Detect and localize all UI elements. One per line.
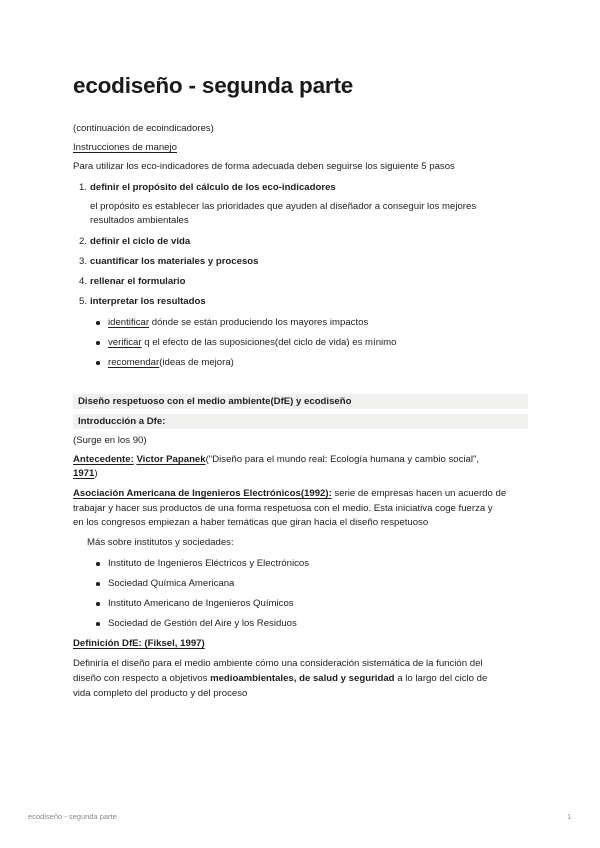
asociacion-line3: en los congresos empiezan a haber temáticas que giran hacia el diseño respetuoso [73,517,429,528]
definition-line2 [73,671,487,686]
origin-note: (Surge en los 90) [73,435,147,446]
link-verificar[interactable]: verificar [108,337,142,348]
bullet-icon [96,562,100,566]
step-label: definir el propósito del cálculo de los eco-indicadores [90,182,336,193]
list-item: Sociedad Química Americana [108,578,235,589]
list-item-text: (ideas de mejora) [159,357,234,368]
bullet-icon [96,361,100,365]
list-item: Sociedad de Gestión del Aire y los Residuos [108,618,297,629]
footer-page-number: 1 [567,812,572,821]
continuation-note: (continuación de ecoindicadores) [73,123,214,134]
antecedente-line [73,452,479,467]
definition-emphasis: medioambientales, de salud y seguridad [210,673,395,684]
instructions-text: Para utilizar los eco-indicadores de forma adecuada deben seguirse los siguiente 5 pasos [73,161,455,172]
asociacion-text: serie de empresas hacen un acuerdo de [331,488,507,499]
list-item: Instituto Americano de Ingenieros Químicos [108,598,294,609]
definition-text: a lo largo del ciclo de [394,673,488,684]
instructions-heading: Instrucciones de manejo [73,142,177,153]
list-item [108,335,397,350]
step1-detail-line1: el propósito es establecer las prioridades que ayuden al diseñador a conseguir los mejores [90,201,477,212]
section-heading: Diseño respetuoso con el medio ambiente(DfE) y ecodiseño [73,394,528,409]
step-label: definir el ciclo de vida [90,236,191,247]
bullet-icon [96,321,100,325]
link-recomendar[interactable]: recomendar [108,357,160,368]
definition-text: diseño con respecto a objetivos [73,673,211,684]
step1-detail-line2: resultados ambientales [90,215,189,226]
step-number: 2. [79,236,88,247]
step-number: 1. [79,182,88,193]
bullet-icon [96,602,100,606]
bullet-icon [96,341,100,345]
antecedente-person: Victor Papanek [136,454,206,465]
antecedente-label: Antecedente: [73,454,134,465]
asociacion-label: Asociación Americana de Ingenieros Electrónicos(1992): [73,488,332,499]
step-label: interpretar los resultados [90,296,206,307]
definition-label: Definición DfE: (Fiksel, 1997) [73,638,205,649]
antecedente-book: ("Diseño para el mundo real: Ecología humana y cambio social", [205,454,480,465]
step-label: rellenar el formulario [90,276,186,287]
step-number: 4. [79,276,88,287]
antecedente-year: 1971 [73,468,95,479]
list-item-text: q el efecto de las suposiciones(del ciclo de vida) es mínimo [141,337,397,348]
list-item [108,315,368,330]
definition-line1: Definiría el diseño para el medio ambiente cómo una consideración sistemática de la función del [73,658,483,669]
bullet-icon [96,582,100,586]
list-item: Instituto de Ingenieros Eléctricos y Electrónicos [108,558,310,569]
antecedente-close: ) [94,468,98,479]
institutes-heading: Más sobre institutos y sociedades: [87,537,234,548]
asociacion-line1 [73,486,506,501]
asociacion-line2: trabajar y hacer sus productos de una forma respetuosa con el medio. Esta iniciativa coge fuerza y [73,503,493,514]
link-identificar[interactable]: identificar [108,317,150,328]
page-title: ecodiseño - segunda parte [73,73,354,98]
step-number: 5. [79,296,88,307]
list-item-text: dónde se están produciendo los mayores impactos [149,317,369,328]
section-subheading: Introducción a Dfe: [73,414,528,429]
antecedente-year-line [73,466,98,481]
step-number: 3. [79,256,88,267]
step-label: cuantificar los materiales y procesos [90,256,259,267]
list-item [108,355,234,370]
footer-title: ecodiseño - segunda parte [28,812,117,821]
definition-line3: vida completo del producto y del proceso [73,688,248,699]
bullet-icon [96,622,100,626]
